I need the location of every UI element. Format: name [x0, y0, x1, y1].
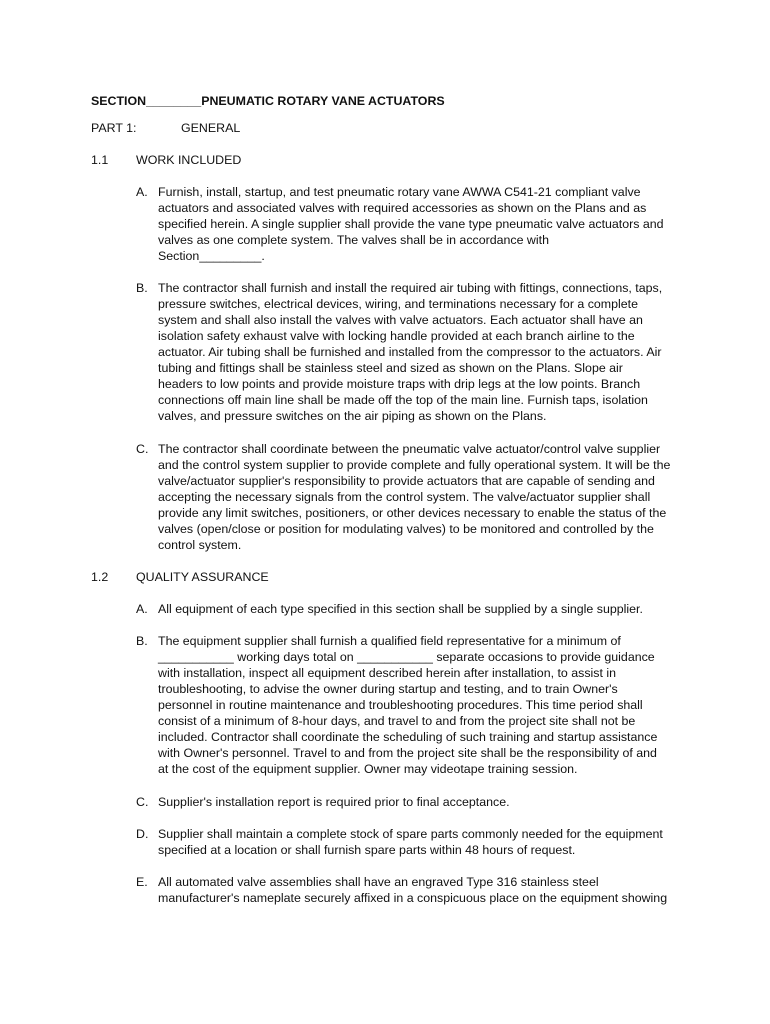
item-text: All equipment of each type specified in this section shall be supplied by a single supplier.	[158, 602, 643, 616]
section-heading-1-2	[91, 569, 269, 585]
list-item	[136, 601, 684, 617]
part-label: PART 1:	[91, 121, 137, 135]
item-letter: D.	[136, 827, 149, 841]
part-name: GENERAL	[181, 121, 241, 135]
list-item	[136, 633, 684, 777]
section-number: 1.1	[91, 153, 109, 167]
item-text: Supplier's installation report is required prior to final acceptance.	[158, 795, 510, 809]
section-heading-text: WORK INCLUDED	[136, 153, 242, 167]
item-letter: B.	[136, 634, 148, 648]
item-letter: A.	[136, 602, 148, 616]
item-text: Furnish, install, startup, and test pneumatic rotary vane AWWA C541-21 compliant valve actuators and associated valves with required accessories as shown on the Plans and as specified herein. A single supplier shall provide the vane type pneumatic valve actuators and valves as one complete system. The valves shall be in accordance with Section_________.	[158, 185, 664, 263]
list-item	[136, 280, 684, 424]
list-item	[136, 826, 684, 858]
item-text: Supplier shall maintain a complete stock of spare parts commonly needed for the equipment specified at a location or shall furnish spare parts within 48 hours of request.	[158, 827, 663, 857]
item-letter: E.	[136, 875, 148, 889]
list-item	[136, 874, 684, 906]
item-letter: C.	[136, 795, 149, 809]
part-heading	[91, 120, 240, 136]
item-text: The contractor shall coordinate between the pneumatic valve actuator/control valve supplier and the control system supplier to provide complete and fully operational system. It will be the valve/actuator supplier's responsibility to provide actuators that are capable of sending and accepting the necessary signals from the control system. The valve/actuator supplier shall provide any limit switches, positioners, or other devices necessary to enable the status of the valves (open/close or position for modulating valves) to be monitored and controlled by the control system.	[158, 442, 671, 552]
section-number: 1.2	[91, 570, 109, 584]
item-text: The contractor shall furnish and install the required air tubing with fittings, connections, taps, pressure switches, electrical devices, wiring, and terminations necessary for a complete system and shall also install the valves with valve actuators. Each actuator shall have an isolation safety exhaust valve with locking handle provided at each branch airline to the actuator. Air tubing shall be furnished and installed from the compressor to the actuators. Air tubing and fittings shall be stainless steel and sized as shown on the Plans. Slope air headers to low points and provide moisture traps with drip legs at the low points. Branch connections off main line shall be made off the top of the main line. Furnish taps, isolation valves, and pressure switches on the air piping as shown on the Plans.	[158, 281, 663, 423]
list-item	[136, 794, 684, 810]
list-item	[136, 184, 684, 264]
list-item	[136, 441, 684, 553]
item-letter: B.	[136, 281, 148, 295]
section-heading-text: QUALITY ASSURANCE	[136, 570, 269, 584]
item-letter: A.	[136, 185, 148, 199]
item-letter: C.	[136, 442, 149, 456]
item-text: The equipment supplier shall furnish a qualified field representative for a minimum of ___________ working days total on ___________ separate occasions to provide guidance with installation, inspect all equipment described herein after installation, to assist in troubleshooting, to advise the owner during startup and testing, and to train Owner's personnel in routine maintenance and troubleshooting procedures. This time period shall consist of a minimum of 8-hour days, and travel to and from the project site shall not be included. Contractor shall coordinate the scheduling of such training and startup assistance with Owner's personnel. Travel to and from the project site shall be the responsibility of and at the cost of the equipment supplier. Owner may videotape training session.	[158, 634, 658, 776]
item-text: All automated valve assemblies shall have an engraved Type 316 stainless steel manufacturer's nameplate securely affixed in a conspicuous place on the equipment showing	[158, 875, 668, 905]
section-title: SECTION________PNEUMATIC ROTARY VANE ACTUATORS	[91, 94, 445, 108]
section-heading-1-1	[91, 152, 241, 168]
